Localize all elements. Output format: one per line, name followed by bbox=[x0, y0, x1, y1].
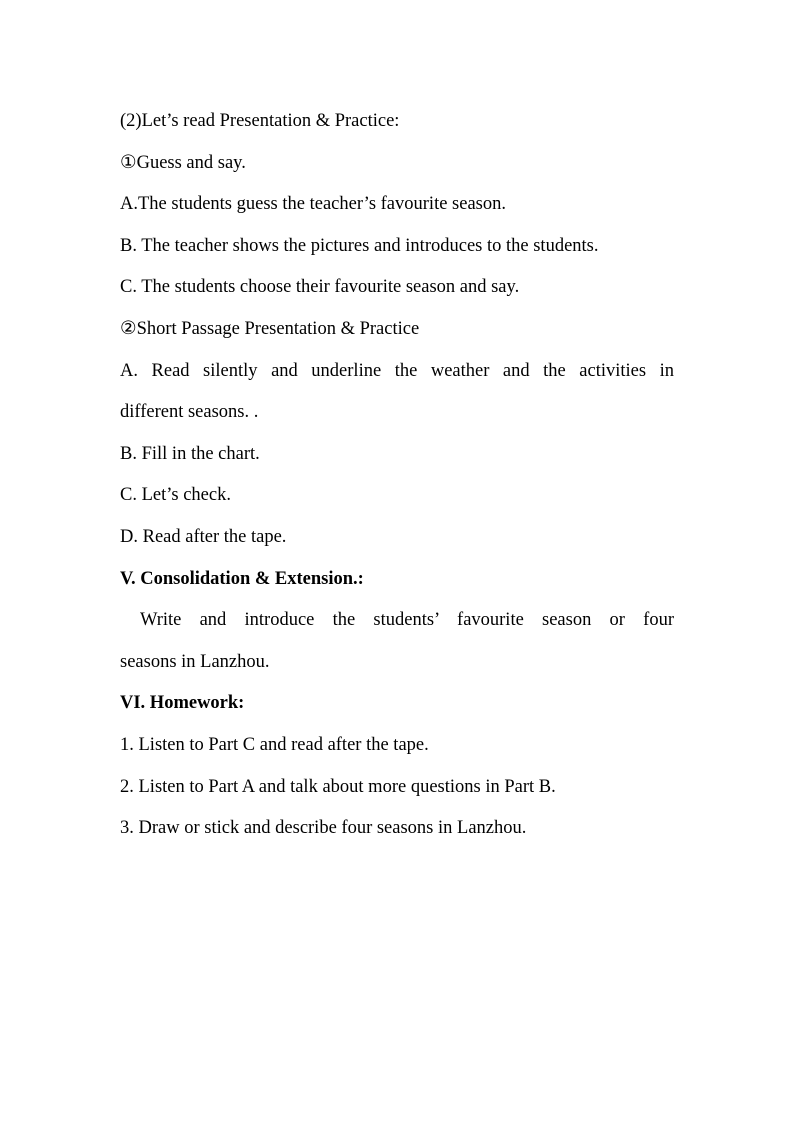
list-item: A. Read silently and underline the weather and the activities in bbox=[120, 360, 674, 381]
paragraph-line: Write and introduce the students’ favourite season or four bbox=[140, 610, 674, 631]
subsection-short-passage: ②Short Passage Presentation & Practice bbox=[120, 318, 420, 339]
section-heading-consolidation: V. Consolidation & Extension.: bbox=[120, 568, 364, 589]
list-item: C. The students choose their favourite season and say. bbox=[120, 277, 520, 298]
list-item: B. Fill in the chart. bbox=[120, 443, 260, 464]
document-body bbox=[120, 101, 674, 850]
list-item-continuation: different seasons. . bbox=[120, 402, 259, 423]
paragraph-line: seasons in Lanzhou. bbox=[120, 651, 270, 672]
section-heading-homework: VI. Homework: bbox=[120, 693, 245, 714]
section-heading-lets-read: (2)Let’s read Presentation & Practice: bbox=[120, 111, 400, 131]
list-item: A.The students guess the teacher’s favourite season. bbox=[120, 194, 506, 215]
homework-item: 1. Listen to Part C and read after the tape. bbox=[120, 734, 429, 755]
list-item: B. The teacher shows the pictures and introduces to the students. bbox=[120, 235, 599, 256]
list-item: D. Read after the tape. bbox=[120, 526, 287, 547]
homework-item: 2. Listen to Part A and talk about more questions in Part B. bbox=[120, 776, 556, 797]
homework-item: 3. Draw or stick and describe four seasons in Lanzhou. bbox=[120, 818, 527, 839]
subsection-guess-and-say: ①Guess and say. bbox=[120, 152, 246, 173]
list-item: C. Let’s check. bbox=[120, 485, 231, 506]
